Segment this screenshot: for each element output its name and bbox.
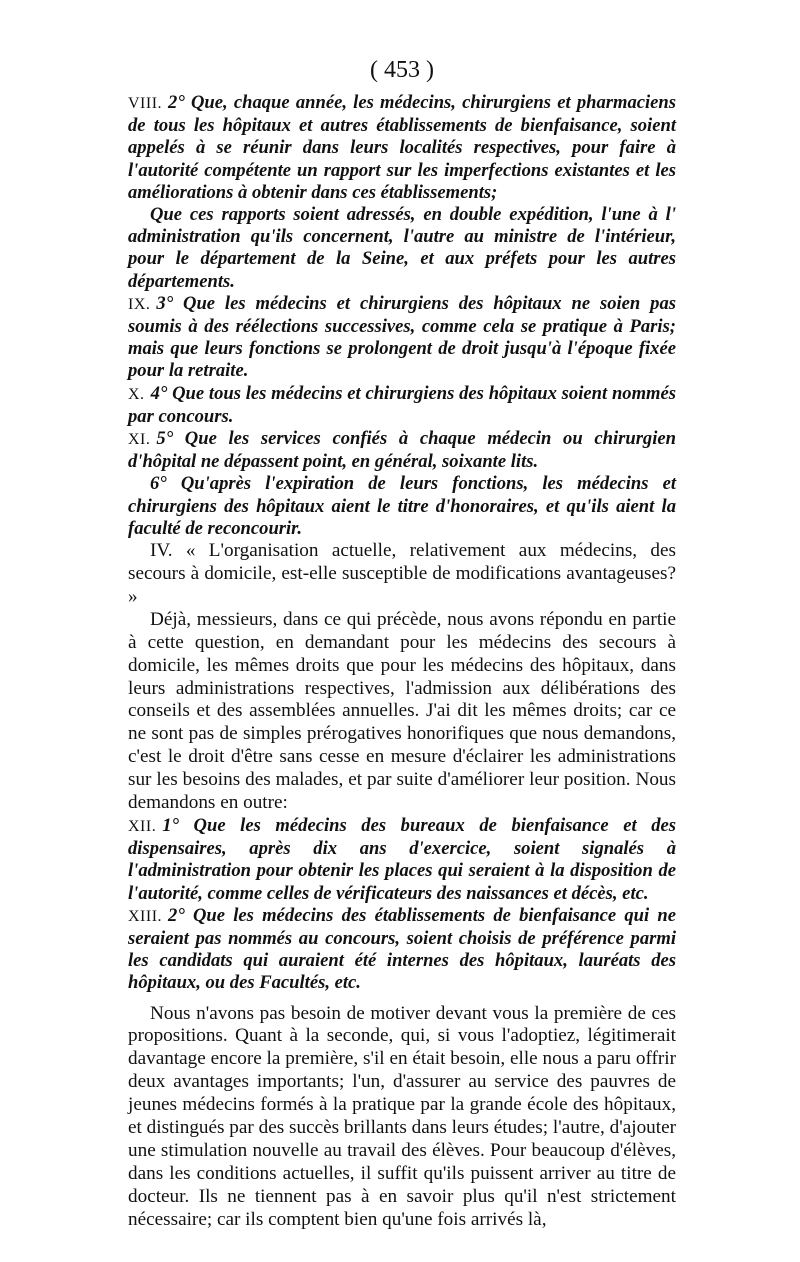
- paragraph-reports: [128, 204, 676, 293]
- paragraph-text: 3° Que les médecins et chirurgiens des hôpitaux ne soien pas soumis à des réélections successives, comme cela se pratique à Paris; mais que leurs fonctions se prolongent de droit jusqu'à l'époque fixée pour la retraite.: [128, 292, 676, 382]
- paragraph-text: 5° Que les services confiés à chaque médecin ou chirurgien d'hôpital ne dépassent point, en général, soixante lits.: [128, 428, 676, 473]
- paragraph-text: 6° Qu'après l'expiration de leurs fonctions, les médecins et chirurgiens des hôpitaux aient le titre d'honoraires, et qu'ils aient la faculté de reconcourir.: [128, 473, 676, 539]
- paragraph-text: 1° Que les médecins des bureaux de bienfaisance et des dispensaires, après dix ans d'exercice, soient signalés à l'administration pour obtenir les places qui seraient à la disposition de l'autorité, comme celles de vérificateurs des naissances et décès, etc.: [128, 814, 676, 904]
- paragraph-xiii: [128, 905, 676, 995]
- paragraph-question-iv: [128, 540, 676, 609]
- paragraph-x: [128, 383, 676, 428]
- article-marker: XI.: [128, 431, 151, 449]
- article-marker: XII.: [128, 817, 157, 835]
- book-page: [128, 56, 676, 1232]
- paragraph-xii: [128, 815, 676, 905]
- article-marker: X.: [128, 385, 145, 403]
- article-marker: IX.: [128, 295, 151, 313]
- paragraph-answer: [128, 609, 676, 815]
- article-marker: XIII.: [128, 907, 163, 925]
- paragraph-text: Déjà, messieurs, dans ce qui précède, nous avons répondu en partie à cette question, en demandant pour les médecins des secours à domicile, les mêmes droits que pour les médecins des hôpitaux, dans leurs administrations respectives, l'admission aux délibérations des conseils et des assemblées annuelles. J'ai dit les mêmes droits; car ce ne sont pas de simples prérogatives honorifiques que nous demandons, c'est le droit d'être sans cesse en mesure d'éclairer les administrations sur les besoins des malades, et par suite d'améliorer leur position. Nous demandons en outre:: [128, 608, 676, 814]
- paragraph-text: Nous n'avons pas besoin de motiver devant vous la première de ces propositions. Quant à la seconde, qui, si vous l'adoptiez, légitimerait davantage encore la première, s'il en était besoin, elle nous a paru offrir deux avantages importants; l'un, d'assurer au service des pauvres de jeunes médecins formés à la pratique par la grande école des hôpitaux, et distingués par des succès brillants dans leurs études; l'autre, d'ajouter une stimulation nouvelle au travail des élèves. Pour beaucoup d'élèves, dans les conditions actuelles, il suffit qu'ils puissent arriver au titre de docteur. Ils ne tiennent pas à en savoir plus qu'il n'est strictement nécessaire; car ils comptent bien qu'une fois arrivés là,: [128, 1002, 676, 1230]
- paragraph-xi: [128, 428, 676, 473]
- paragraph-text: 4° Que tous les médecins et chirurgiens des hôpitaux soient nommés par concours.: [128, 382, 676, 427]
- paragraph-text: Que ces rapports soient adressés, en double expédition, l'une à l' administration qu'ils concernent, l'autre au ministre de l'intérieur, pour le département de la Seine, et aux préfets pour les autres départements.: [128, 204, 676, 292]
- paragraph-text: 2° Que les médecins des établissements de bienfaisance qui ne seraient pas nommés au concours, soient choisis de préférence parmi les candidats qui auraient été internes des hôpitaux, lauréats des hôpitaux, ou des Facultés, etc.: [128, 904, 676, 994]
- paragraph-text: 2° Que, chaque année, les médecins, chirurgiens et pharmaciens de tous les hôpitaux et autres établissements de bienfaisance, soient appelés à se réunir dans leurs localités respectives, pour faire à l'autorité compétente un rapport sur les imperfections existantes et les améliorations à obtenir dans ces établissements;: [128, 92, 676, 203]
- paragraph-closing: [128, 1003, 676, 1232]
- article-marker: VIII.: [128, 95, 163, 112]
- paragraph-viii: [128, 92, 676, 204]
- paragraph-gap: [128, 995, 676, 1003]
- paragraph-ix: [128, 293, 676, 383]
- page-number: ( 453 ): [370, 57, 434, 83]
- paragraph-sixth: [128, 473, 676, 540]
- paragraph-text: IV. « L'organisation actuelle, relativement aux médecins, des secours à domicile, est-elle susceptible de modifications avantageuses? »: [128, 540, 676, 607]
